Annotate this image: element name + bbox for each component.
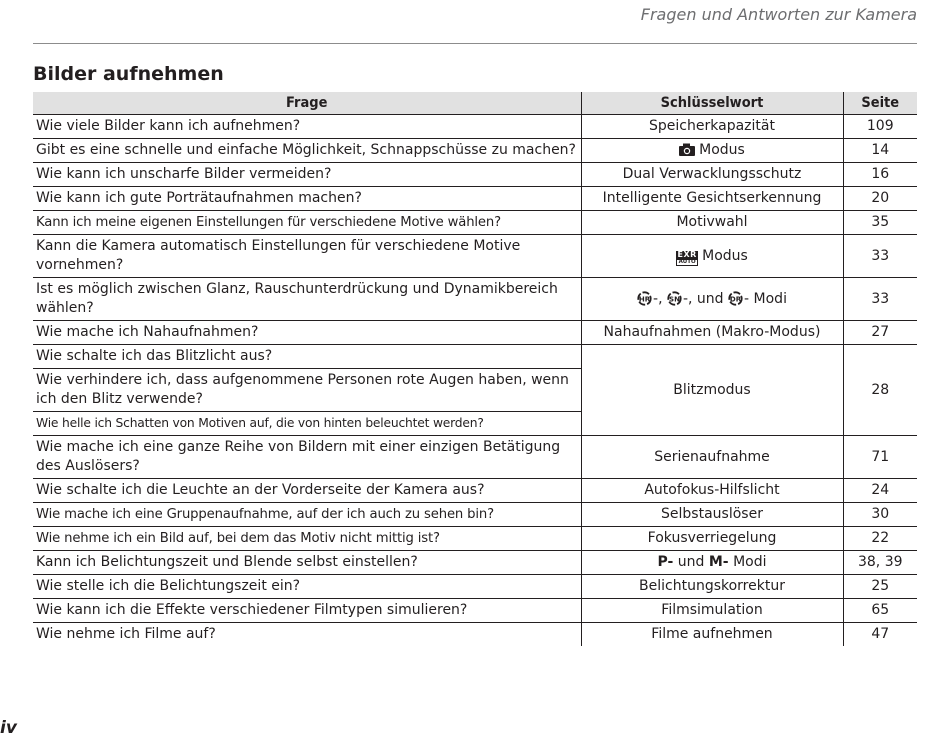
page-cell: 71 [843, 436, 917, 479]
keyword-cell-merged: Blitzmodus [581, 345, 843, 436]
table-row [33, 527, 917, 551]
exr-icon-bottom-text: AUTO [676, 259, 698, 266]
svg-text:HR: HR [638, 294, 651, 303]
table-row [33, 436, 917, 479]
page-cell: 33 [843, 278, 917, 321]
keyword-cell [581, 278, 843, 321]
question-cell: Wie kann ich unscharfe Bilder vermeiden? [33, 163, 581, 187]
keyword-mode-p: P- [657, 554, 674, 570]
question-cell: Wie verhindere ich, dass aufgenommene Personen rote Augen haben, wenn ich den Blitz verwende? [33, 369, 581, 412]
table-row [33, 321, 917, 345]
page-cell: 25 [843, 575, 917, 599]
question-cell: Wie nehme ich ein Bild auf, bei dem das Motiv nicht mittig ist? [33, 527, 581, 551]
column-header-question: Frage [33, 92, 581, 115]
table-row [33, 187, 917, 211]
exr-auto-icon [676, 251, 698, 266]
question-cell: Kann ich meine eigenen Einstellungen für verschiedene Motive wählen? [33, 211, 581, 235]
page-cell: 65 [843, 599, 917, 623]
page-cell: 47 [843, 623, 917, 647]
keyword-cell: Belichtungskorrektur [581, 575, 843, 599]
column-header-page: Seite [843, 92, 917, 115]
question-cell: Wie nehme ich Filme auf? [36, 626, 216, 642]
page-cell: 38, 39 [843, 551, 917, 575]
question-cell: Gibt es eine schnelle und einfache Möglichkeit, Schnappschüsse zu machen? [33, 139, 581, 163]
keyword-cell: Speicherkapazität [581, 115, 843, 139]
keyword-text: Modus [699, 142, 745, 158]
keyword-cell [581, 139, 843, 163]
keyword-cell: Filmsimulation [581, 599, 843, 623]
keyword-cell [581, 235, 843, 278]
page-cell: 20 [843, 187, 917, 211]
page-cell: 22 [843, 527, 917, 551]
table-row [33, 163, 917, 187]
question-cell: Wie mache ich Nahaufnahmen? [33, 321, 581, 345]
keyword-cell: Autofokus-Hilfslicht [581, 479, 843, 503]
keyword-cell: Dual Verwacklungsschutz [581, 163, 843, 187]
keyword-cell: Nahaufnahmen (Makro-Modus) [581, 321, 843, 345]
table-row [33, 575, 917, 599]
question-cell: Wie schalte ich die Leuchte an der Vorderseite der Kamera aus? [33, 479, 581, 503]
page-cell: 27 [843, 321, 917, 345]
page-cell: 24 [843, 479, 917, 503]
keyword-mode-m: M- [708, 554, 729, 570]
page-cell: 16 [843, 163, 917, 187]
question-cell: Kann die Kamera automatisch Einstellungen für verschiedene Motive vornehmen? [33, 235, 581, 278]
table-row [33, 623, 917, 647]
table-row [33, 211, 917, 235]
keyword-cell [581, 551, 843, 575]
camera-icon [679, 143, 695, 156]
question-cell: Wie kann ich gute Porträtaufnahmen machen? [33, 187, 581, 211]
running-header: Fragen und Antworten zur Kamera [640, 5, 917, 24]
page-cell-merged: 28 [843, 345, 917, 436]
question-cell: Wie helle ich Schatten von Motiven auf, die von hinten beleuchtet werden? [33, 412, 581, 436]
keyword-cell: Selbstauslöser [581, 503, 843, 527]
keyword-conjunction: und [677, 554, 705, 570]
question-cell: Kann ich Belichtungszeit und Blende selbst einstellen? [33, 551, 581, 575]
table-row [33, 139, 917, 163]
svg-text:SN: SN [669, 294, 680, 303]
section-title: Bilder aufnehmen [33, 63, 224, 85]
table-row [33, 479, 917, 503]
question-cell: Wie mache ich eine Gruppenaufnahme, auf der ich auch zu sehen bin? [33, 503, 581, 527]
keyword-text: - Modi [744, 290, 787, 307]
table-row [33, 599, 917, 623]
page-cell: 14 [843, 139, 917, 163]
question-cell: Wie kann ich die Effekte verschiedener Filmtypen simulieren? [33, 599, 581, 623]
table-row [33, 235, 917, 278]
question-cell: Wie mache ich eine ganze Reihe von Bildern mit einer einzigen Betätigung des Auslösers? [33, 436, 581, 479]
keyword-separator: -, [653, 290, 663, 307]
header-rule [33, 43, 917, 44]
exr-resolution-mode-icon [637, 291, 652, 306]
page-cell: 109 [843, 115, 917, 139]
keyword-text: Modi [733, 554, 767, 570]
exr-dr-mode-icon [728, 291, 743, 306]
table-row [33, 115, 917, 139]
page-cell: 33 [843, 235, 917, 278]
question-cell: Wie schalte ich das Blitzlicht aus? [33, 345, 581, 369]
keyword-cell: Motivwahl [581, 211, 843, 235]
exr-sn-mode-icon [667, 291, 682, 306]
question-cell: Wie stelle ich die Belichtungszeit ein? [33, 575, 581, 599]
table-row [33, 278, 917, 321]
keyword-separator: -, und [682, 290, 724, 307]
faq-table [33, 92, 917, 646]
keyword-cell: Serienaufnahme [581, 436, 843, 479]
question-cell: Ist es möglich zwischen Glanz, Rauschunterdrückung und Dynamikbereich wählen? [33, 278, 581, 321]
page-cell: 35 [843, 211, 917, 235]
svg-text:DR: DR [729, 294, 742, 303]
question-cell: Wie viele Bilder kann ich aufnehmen? [33, 115, 581, 139]
exr-icon-top-text: EXR [677, 249, 697, 259]
keyword-cell: Filme aufnehmen [581, 623, 843, 647]
column-header-keyword: Schlüsselwort [581, 92, 843, 115]
keyword-cell: Intelligente Gesichtserkennung [581, 187, 843, 211]
table-row [33, 503, 917, 527]
table-row [33, 345, 917, 369]
keyword-text: Modus [702, 247, 748, 264]
page-cell: 30 [843, 503, 917, 527]
table-header-row [33, 92, 917, 115]
keyword-cell: Fokusverriegelung [581, 527, 843, 551]
page-number: iv [0, 718, 17, 738]
table-row [33, 551, 917, 575]
